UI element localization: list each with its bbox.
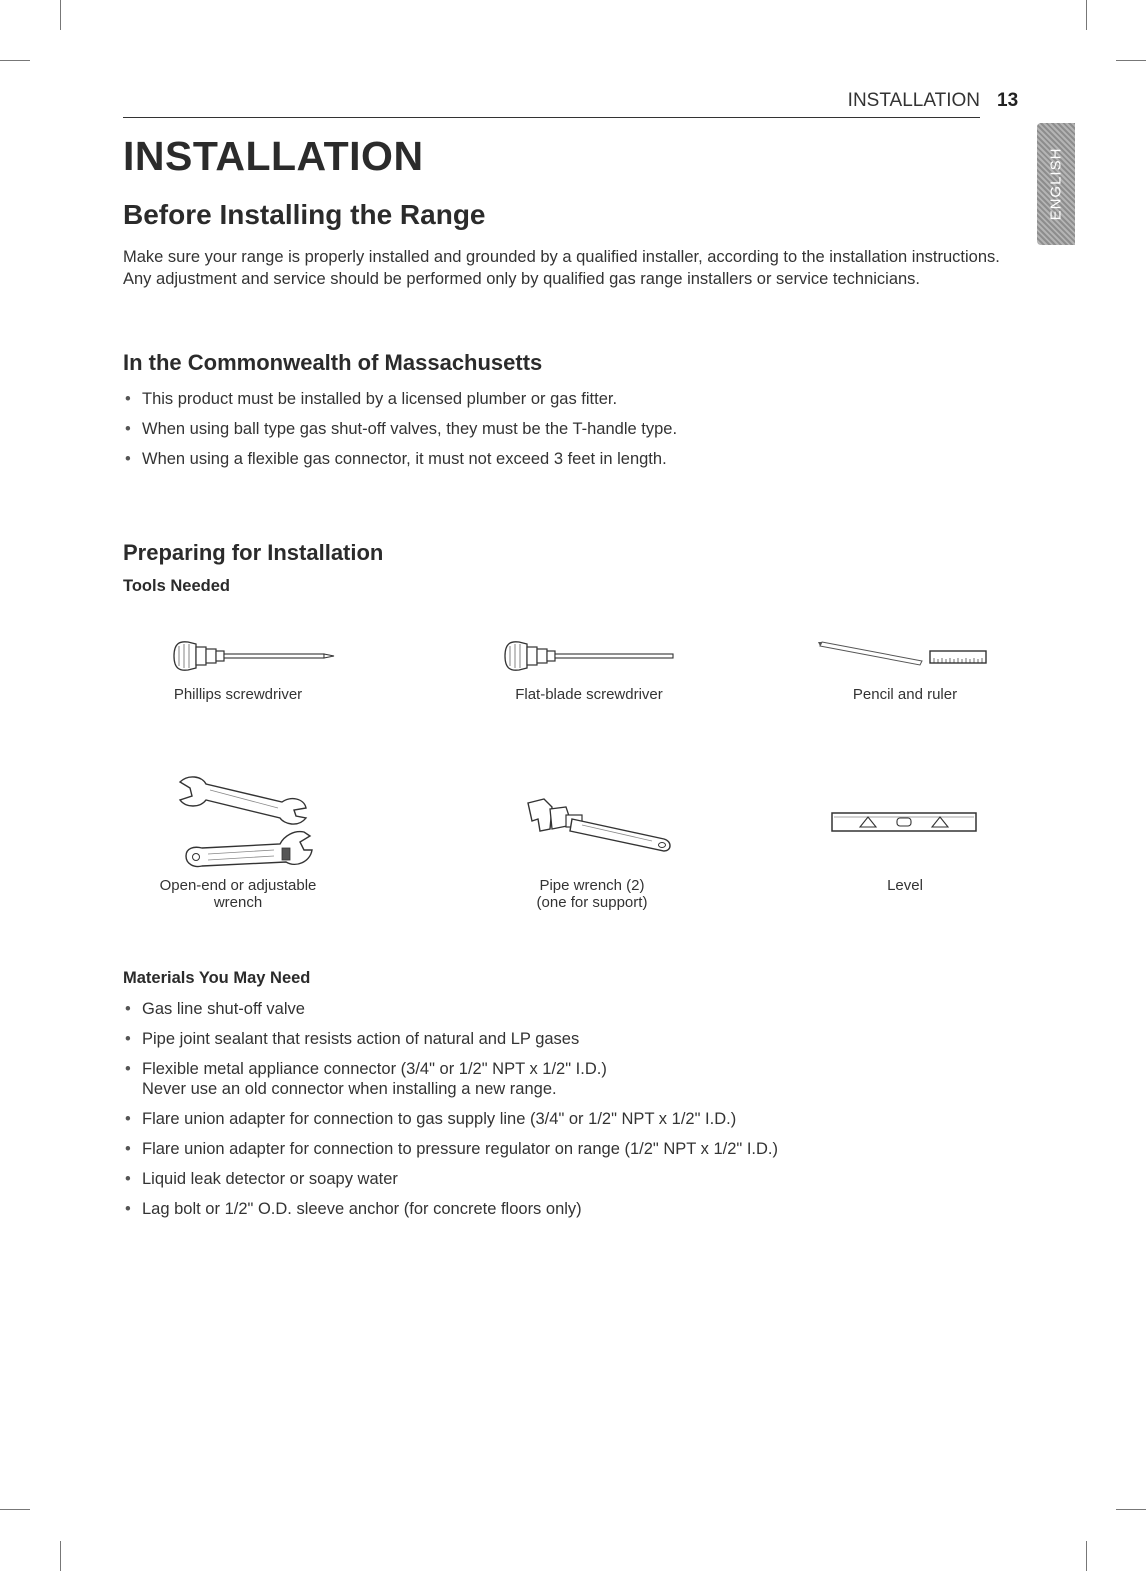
phillips-screwdriver-icon [172,638,337,674]
page-number: 13 [997,90,1019,111]
intro-paragraph: Make sure your range is properly installed and grounded by a qualified installer, according to the installation instructions. Any adjustment and service should be performed only by qualified gas range installers or service technicians. [123,248,1000,288]
crop-mark [0,60,30,61]
page-title: INSTALLATION [123,133,424,179]
crop-mark [1116,60,1146,61]
materials-heading: Materials You May Need [123,969,311,987]
pencil-ruler-icon [818,638,990,670]
pipe-wrench-icon [522,795,674,857]
materials-list [123,999,778,1229]
list-item: • Liquid leak detector or soapy water [123,1169,778,1189]
massachusetts-list [123,389,677,479]
tool-label: Pipe wrench (2) (one for support) [536,877,648,911]
language-tab-label: ENGLISH [1047,147,1065,221]
crop-mark [60,1541,61,1571]
tool-label: Phillips screwdriver [173,686,303,703]
preparing-heading: Preparing for Installation [123,540,384,565]
massachusetts-heading: In the Commonwealth of Massachusetts [123,350,543,375]
tool-label: Level [887,877,923,894]
tool-label: Flat-blade screwdriver [515,686,663,703]
crop-mark [0,1509,30,1510]
language-tab [1037,123,1075,245]
crop-mark [1086,1541,1087,1571]
list-item: • Flare union adapter for connection to gas supply line (3/4" or 1/2" NPT x 1/2" I.D.) [123,1109,778,1129]
crop-mark [60,0,61,30]
list-item: • Flexible metal appliance connector (3/4" or 1/2" NPT x 1/2" I.D.) Never use an old connector when installing a new range. [123,1059,778,1099]
list-item: • Gas line shut-off valve [123,999,778,1019]
list-item: • This product must be installed by a licensed plumber or gas fitter. [123,389,677,419]
crop-mark [1116,1509,1146,1510]
level-icon [830,809,978,835]
tool-label: Pencil and ruler [852,686,958,703]
running-header [123,90,980,118]
crop-mark [1086,0,1087,30]
running-header-section: INSTALLATION [847,90,980,111]
list-item: • When using a flexible gas connector, it must not exceed 3 feet in length. [123,449,677,479]
section-title: Before Installing the Range [123,199,486,230]
wrench-icon [170,770,320,875]
list-item-note: Never use an old connector when installing a new range. [142,1080,557,1098]
list-item: • Pipe joint sealant that resists action of natural and LP gases [123,1029,778,1049]
flat-blade-screwdriver-icon [503,638,678,674]
tools-heading: Tools Needed [123,577,230,595]
list-item: • Flare union adapter for connection to pressure regulator on range (1/2" NPT x 1/2" I.D.) [123,1139,778,1159]
list-item: • Lag bolt or 1/2" O.D. sleeve anchor (for concrete floors only) [123,1199,778,1219]
list-item: • When using ball type gas shut-off valves, they must be the T-handle type. [123,419,677,449]
tool-label: Open-end or adjustable wrench [159,877,317,911]
